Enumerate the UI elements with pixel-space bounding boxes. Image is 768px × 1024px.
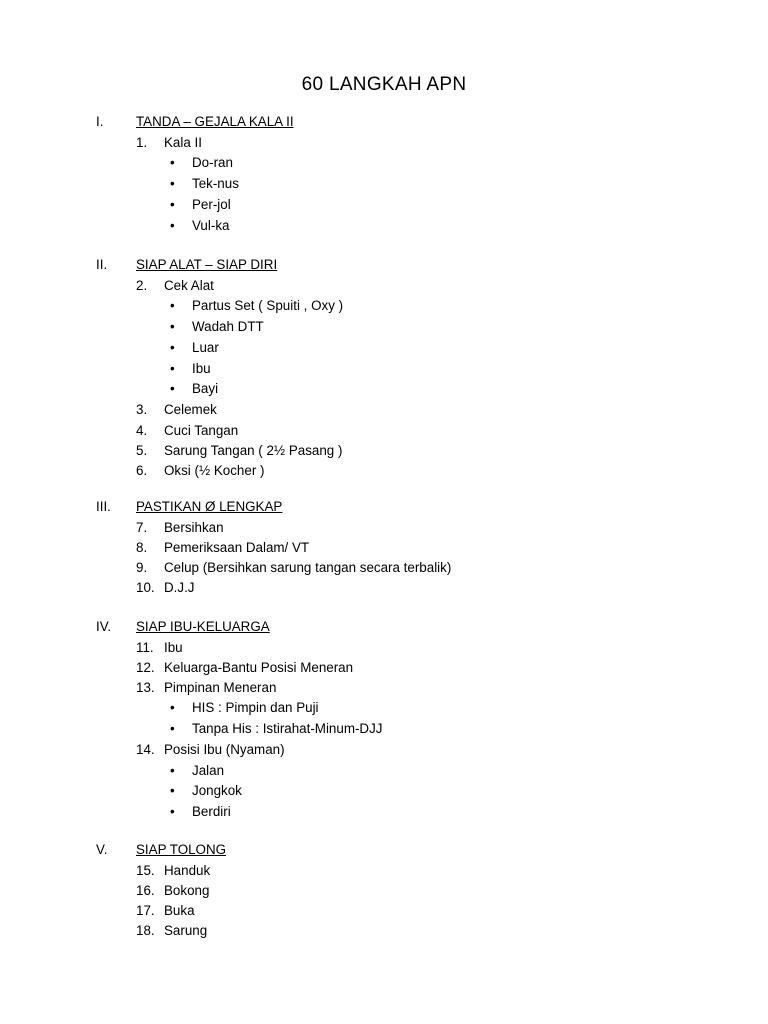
list-item [96,881,716,901]
item-text: Sarung Tangan ( 2½ Pasang ) [164,442,343,458]
sub-item [96,153,716,174]
section-heading: SIAP TOLONG [136,842,227,857]
item-text: Pimpinan Meneran [164,680,277,696]
list-item [96,578,716,598]
item-number: 6. [136,463,148,479]
sub-item [96,379,716,400]
item-text: Sarung [164,923,208,939]
item-number: 14. [136,742,155,758]
section-heading: PASTIKAN Ø LENGKAP [136,499,283,514]
section-header [96,112,716,133]
list-item [96,276,716,296]
item-text: Cek Alat [164,277,214,293]
list-item [96,638,716,658]
section-header [96,497,716,518]
section-4 [96,617,716,823]
bullet-icon: • [170,196,175,212]
sub-item-text: Wadah DTT [192,318,264,334]
bullet-icon: • [170,318,175,334]
item-text: Posisi Ibu (Nyaman) [164,742,285,758]
page-title: 60 LANGKAH APN [301,74,467,95]
bullet-icon: • [170,360,175,376]
sub-item [96,317,716,338]
item-text: Kala II [164,134,202,150]
sub-item-text: Luar [192,339,219,355]
sub-item-text: Tanpa His : Istirahat-Minum-DJJ [192,721,383,737]
sub-item [96,719,716,740]
bullet-icon: • [170,783,175,799]
sub-item [96,698,716,719]
sub-item [96,195,716,216]
sub-item-text: Per-jol [192,196,231,212]
list-item [96,421,716,441]
sub-item [96,296,716,317]
item-text: Buka [164,903,195,919]
item-number: 12. [136,659,155,675]
section-2 [96,255,716,482]
item-text: Pemeriksaan Dalam/ VT [164,539,310,555]
sub-item [96,781,716,802]
bullet-icon: • [170,339,175,355]
list-item [96,518,716,538]
section-numeral: IV. [96,619,112,634]
list-item [96,538,716,558]
item-number: 10. [136,580,155,596]
bullet-icon: • [170,804,175,820]
bullet-icon: • [170,381,175,397]
item-text: Cuci Tangan [164,422,239,438]
bullet-icon: • [170,175,175,191]
list-item [96,901,716,921]
list-item [96,461,716,481]
item-number: 11. [136,639,154,655]
sub-item-text: Do-ran [192,154,233,170]
sub-item [96,216,716,237]
item-text: Celup (Bersihkan sarung tangan secara terbalik) [164,560,452,576]
list-item [96,133,716,153]
sub-item [96,174,716,195]
section-header [96,840,716,861]
sub-item [96,338,716,359]
list-item [96,861,716,881]
item-text: Oksi (½ Kocher ) [164,463,265,479]
bullet-icon: • [170,154,175,170]
bullet-icon: • [170,762,175,778]
item-text: Bersihkan [164,519,224,535]
item-text: Keluarga-Bantu Posisi Meneran [164,659,354,675]
item-text: Ibu [164,639,183,655]
section-header [96,617,716,638]
section-numeral: V. [96,842,108,857]
bullet-icon: • [170,721,175,737]
bullet-icon: • [170,700,175,716]
item-number: 8. [136,539,148,555]
sub-item-text: Jongkok [192,783,242,799]
item-number: 9. [136,560,148,576]
item-text: D.J.J [164,580,195,596]
item-number: 3. [136,402,148,418]
sub-item-text: HIS : Pimpin dan Puji [192,700,319,716]
sub-item [96,802,716,823]
item-number: 2. [136,277,148,293]
sub-item-text: Ibu [192,360,211,376]
section-numeral: I. [96,114,104,129]
item-text: Celemek [164,402,217,418]
item-number: 4. [136,422,148,438]
item-text: Handuk [164,862,211,878]
section-numeral: III. [96,499,111,514]
section-header [96,255,716,276]
list-item [96,400,716,420]
section-1 [96,112,716,236]
sub-item [96,761,716,782]
list-item [96,921,716,941]
list-item [96,678,716,698]
section-3 [96,497,716,599]
section-heading: SIAP IBU-KELUARGA [136,619,270,634]
item-number: 7. [136,519,148,535]
sub-item-text: Berdiri [192,804,231,820]
section-5 [96,840,716,942]
item-text: Bokong [164,882,210,898]
section-heading: TANDA – GEJALA KALA II [136,114,294,129]
item-number: 16. [136,882,155,898]
sub-item-text: Vul-ka [192,217,230,233]
sub-item-text: Jalan [192,762,225,778]
item-number: 15. [136,862,155,878]
bullet-icon: • [170,297,175,313]
sub-item-text: Bayi [192,381,219,397]
list-item [96,441,716,461]
sub-item [96,359,716,380]
list-item [96,558,716,578]
list-item [96,740,716,760]
item-number: 13. [136,680,155,696]
bullet-icon: • [170,217,175,233]
section-heading: SIAP ALAT – SIAP DIRI [136,257,278,272]
item-number: 1. [136,134,148,150]
item-number: 17. [136,903,155,919]
item-number: 5. [136,442,148,458]
section-numeral: II. [96,257,108,272]
list-item [96,658,716,678]
sub-item-text: Partus Set ( Spuiti , Oxy ) [192,297,344,313]
item-number: 18. [136,923,155,939]
sub-item-text: Tek-nus [192,175,239,191]
